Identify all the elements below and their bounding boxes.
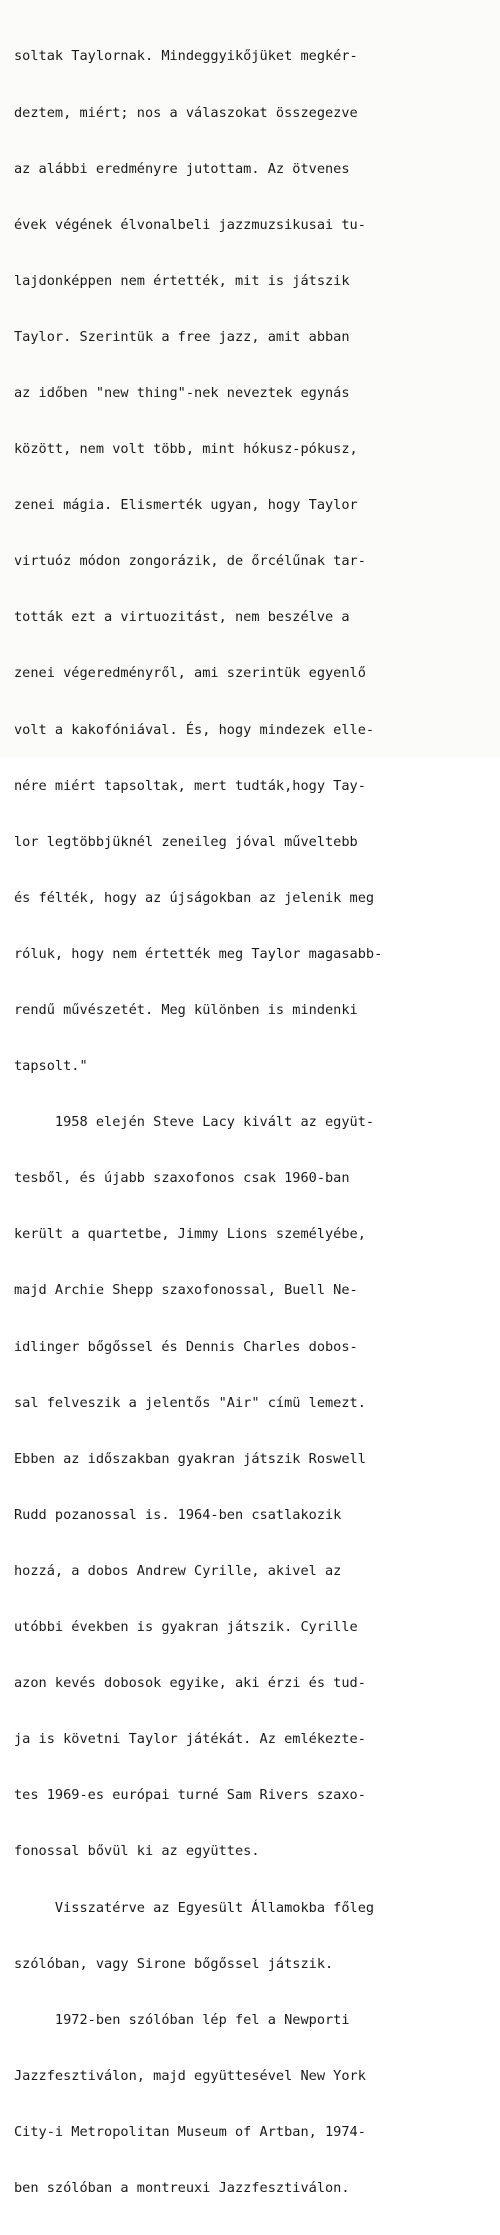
paragraph-start-line: 1972-ben szólóban lép fel a Newporti (14, 2011, 350, 2028)
text-line: az alábbi eredményre jutottam. Az ötvenes (14, 160, 350, 177)
text-line: Rudd pozanossal is. 1964-ben csatlakozik (14, 1506, 342, 1523)
text-line: lor legtöbbjüknél zeneileg jóval műveltebb (14, 833, 358, 850)
text-line: majd Archie Shepp szaxofonossal, Buell Ne- (14, 1282, 358, 1299)
text-line: Jazzfesztiválon, majd együttesével New York (14, 2067, 366, 2084)
text-line: hozzá, a dobos Andrew Cyrille, akivel az (14, 1562, 342, 1579)
text-line: zenei végeredményről, ami szerintük egyenlő (14, 665, 366, 682)
text-line: között, nem volt több, mint hókusz-pókusz, (14, 441, 358, 458)
paragraph-start-line: 1958 elején Steve Lacy kivált az együt- (14, 1114, 375, 1131)
text-line: tes 1969-es európai turné Sam Rivers szaxo- (14, 1787, 366, 1804)
text-line: évek végének élvonalbeli jazzmuzsikusai tu- (14, 216, 366, 233)
typescript-text-block (14, 10, 496, 2235)
text-line: Taylor. Szerintük a free jazz, amit abban (14, 328, 350, 345)
text-line: tapsolt." (14, 1058, 88, 1075)
text-line: lajdonképpen nem értették, mit is játszik (14, 272, 350, 289)
text-line: és félték, hogy az újságokban az jelenik meg (14, 889, 375, 906)
text-line: róluk, hogy nem értették meg Taylor magasabb- (14, 945, 383, 962)
text-line: volt a kakofóniával. És, hogy mindezek elle- (14, 721, 375, 738)
text-line: tesből, és újabb szaxofonos csak 1960-ban (14, 1170, 350, 1187)
text-line: ben szólóban a montreuxi Jazzfesztiválon. (14, 2179, 350, 2196)
text-line: deztem, miért; nos a válaszokat összegezve (14, 104, 358, 121)
text-line: virtuóz módon zongorázik, de őrcélűnak tar- (14, 553, 366, 570)
text-line: tották ezt a virtuozitást, nem beszélve a (14, 609, 350, 626)
text-line: Ebben az időszakban gyakran játszik Roswell (14, 1450, 366, 1467)
text-line: City-i Metropolitan Museum of Artban, 1974- (14, 2123, 366, 2140)
text-line: idlinger bőgőssel és Dennis Charles dobos- (14, 1338, 358, 1355)
text-line: az időben "new thing"-nek neveztek egynás (14, 384, 350, 401)
text-line: került a quartetbe, Jimmy Lions személyébe, (14, 1226, 366, 1243)
text-line: soltak Taylornak. Mindeggyikőjüket megkér- (14, 48, 358, 65)
text-line: utóbbi években is gyakran játszik. Cyrille (14, 1619, 358, 1636)
text-line: sal felveszik a jelentős "Air" címü lemezt. (14, 1394, 366, 1411)
text-line: ja is követni Taylor játékát. Az emlékezte- (14, 1731, 366, 1748)
text-line: nére miért tapsoltak, mert tudták,hogy Tay- (14, 777, 366, 794)
text-line: azon kevés dobosok egyike, aki érzi és tud- (14, 1675, 366, 1692)
text-line: zenei mágia. Elismerték ugyan, hogy Taylor (14, 497, 358, 514)
text-line: rendű művészetét. Meg különben is mindenki (14, 1002, 358, 1018)
text-line: szólóban, vagy Sirone bőgőssel játszik. (14, 1955, 334, 1972)
text-line: fonossal bővül ki az együttes. (14, 1843, 260, 1860)
paragraph-start-line: Visszatérve az Egyesült Államokba főleg (14, 1899, 375, 1916)
